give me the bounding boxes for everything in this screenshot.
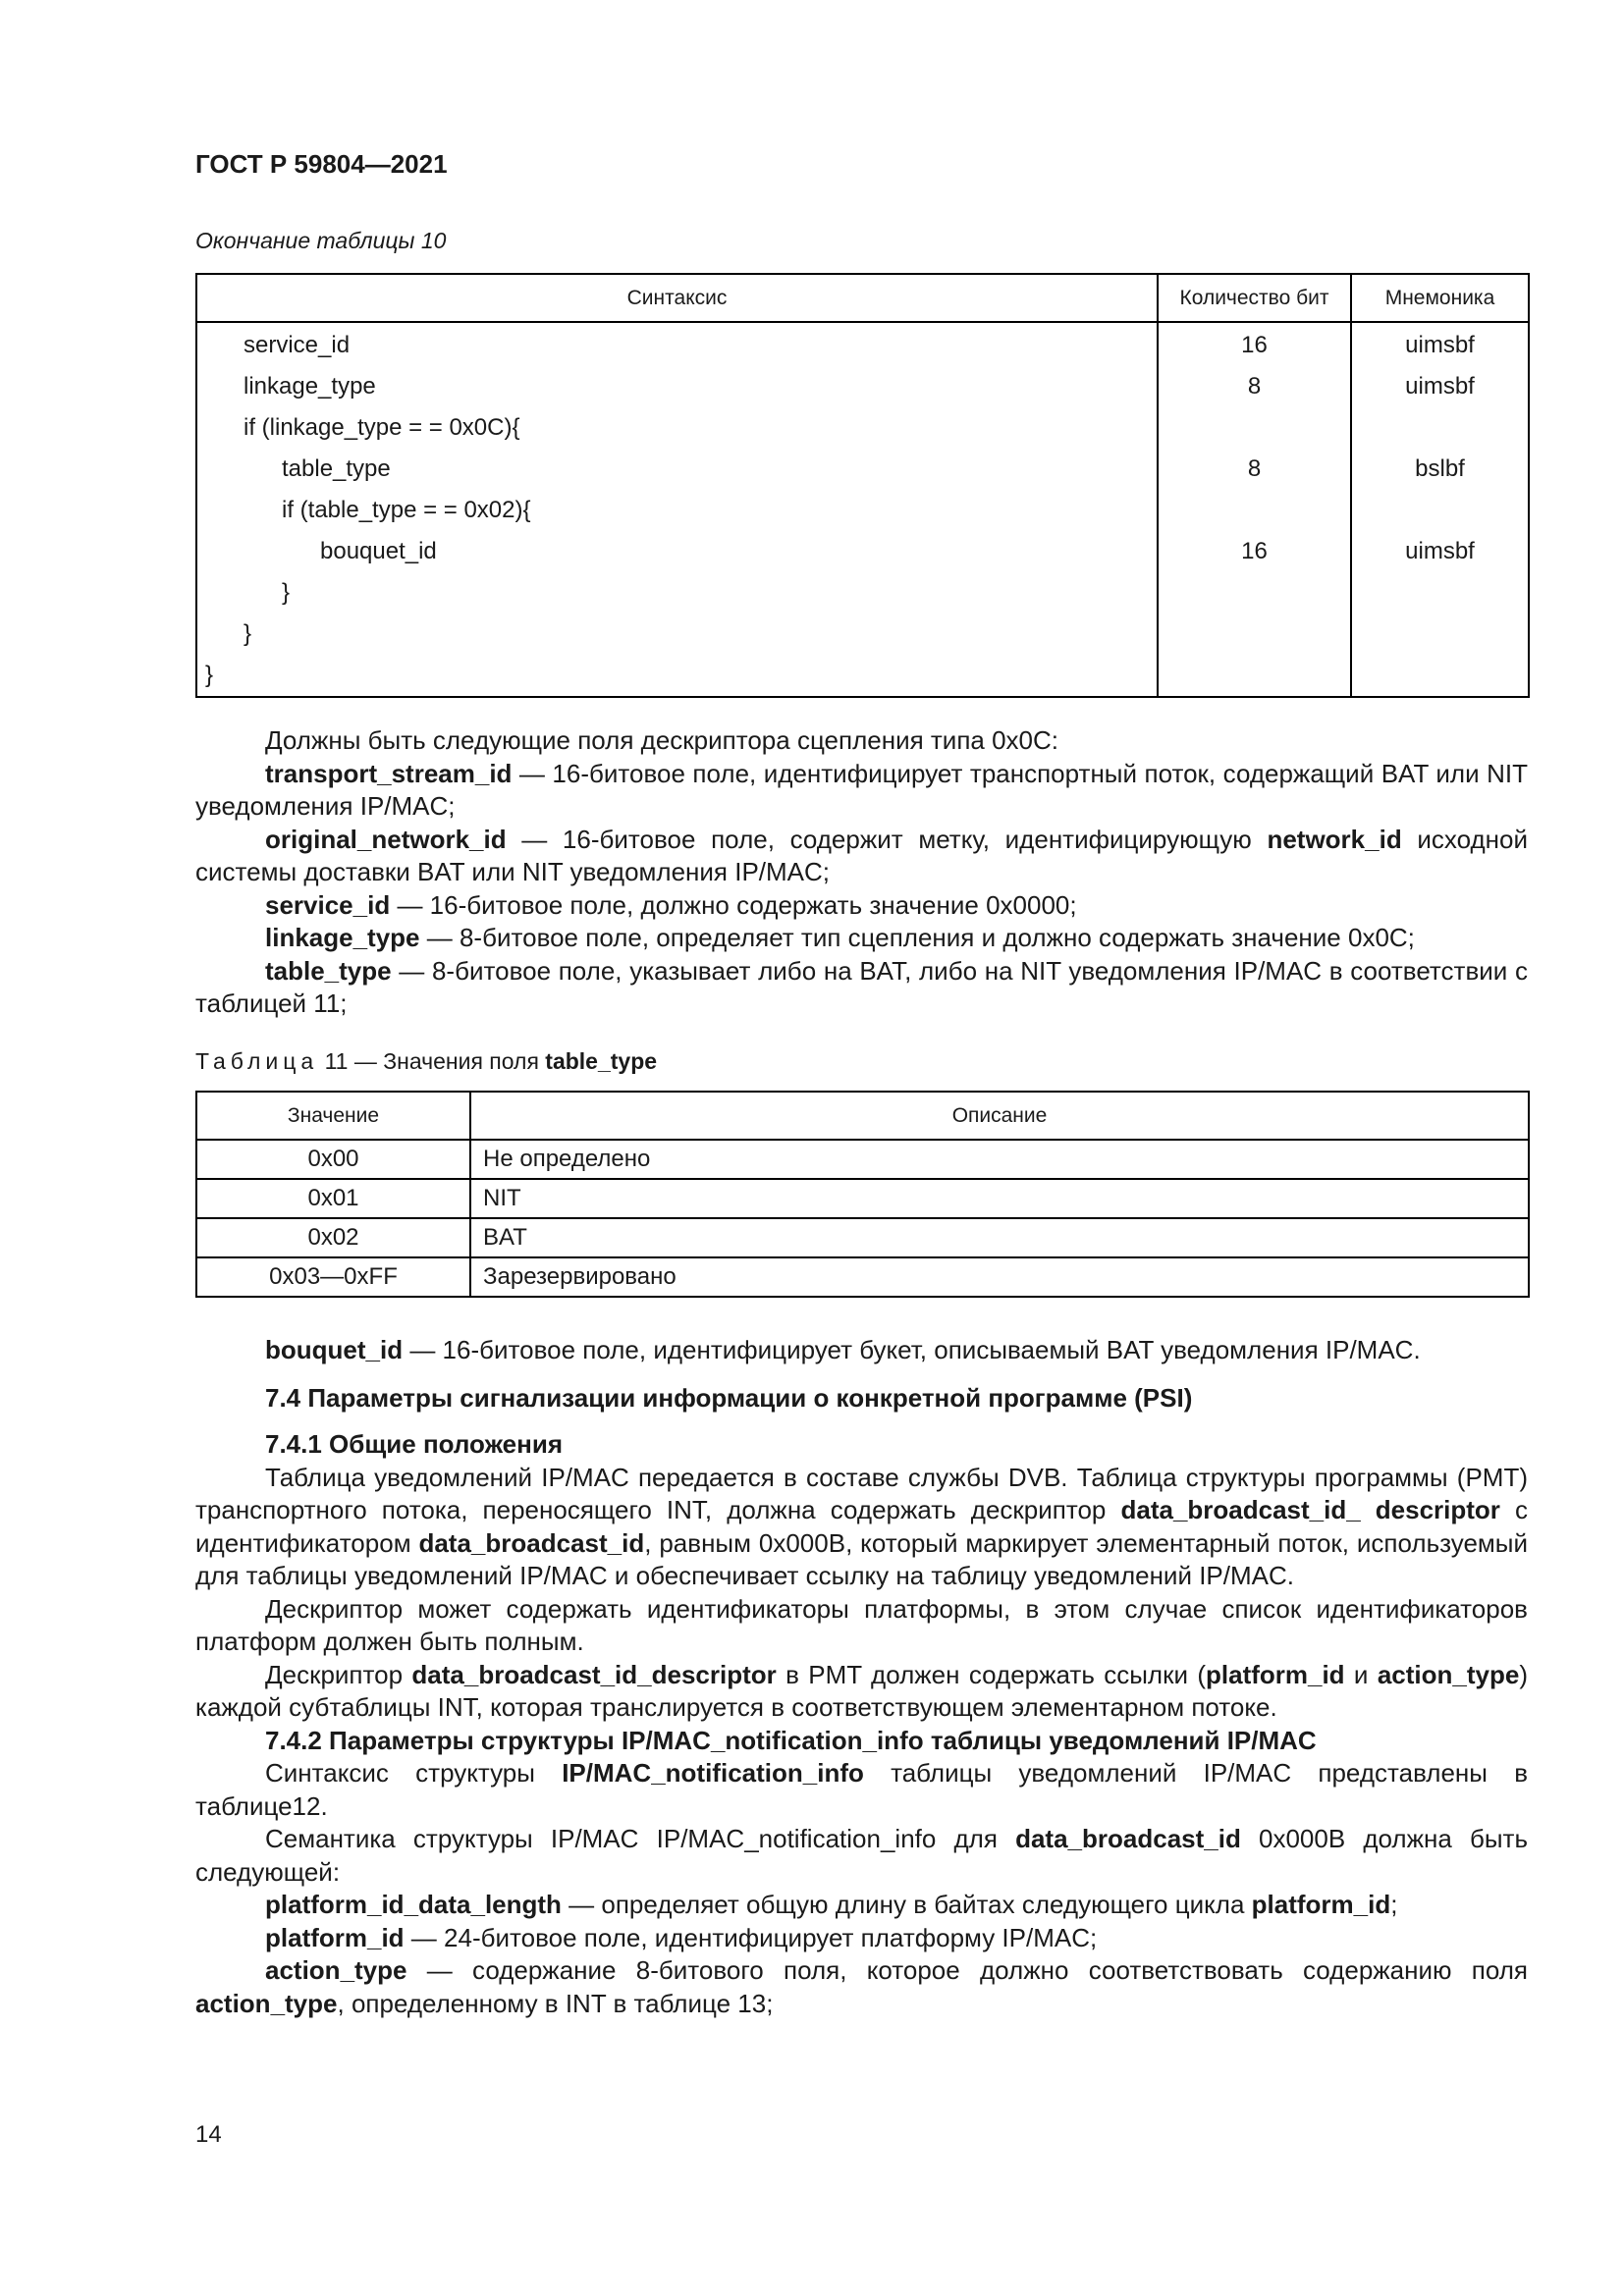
mnemonic-cell xyxy=(1351,407,1529,449)
bits-cell: 8 xyxy=(1158,366,1351,407)
section-7-4-2-para2: Семантика структуры IP/MAC IP/MAC_notification_info для data_broadcast_id 0x000B должна быть следующей: xyxy=(195,1824,1528,1887)
description-cell: Не определено xyxy=(470,1140,1529,1179)
value-cell: 0x02 xyxy=(196,1218,470,1257)
description-cell: BAT xyxy=(470,1218,1529,1257)
page-number: 14 xyxy=(195,2121,222,2148)
mnemonic-cell: uimsbf xyxy=(1351,366,1529,407)
section-7-4-1-title: 7.4.1 Общие положения xyxy=(265,1429,563,1459)
bits-cell xyxy=(1158,655,1351,697)
syntax-cell: } xyxy=(196,572,1158,614)
table-row xyxy=(196,1179,1529,1218)
bits-cell: 8 xyxy=(1158,449,1351,490)
field-transport-stream-id: transport_stream_id — 16-битовое поле, идентифицирует транспортный поток, содержащий BAT или NIT уведомления IP/MAC; xyxy=(195,758,1528,821)
syntax-row xyxy=(196,614,1529,655)
syntax-row xyxy=(196,655,1529,697)
field-platform-id: platform_id — 24-битовое поле, идентифицирует платформу IP/MAC; xyxy=(265,1922,1098,1952)
table-row xyxy=(196,1218,1529,1257)
field-platform-id-data-length: platform_id_data_length — определяет общую длину в байтах следующего цикла platform_id; xyxy=(265,1890,1398,1919)
value-cell: 0x03—0xFF xyxy=(196,1257,470,1297)
syntax-row xyxy=(196,449,1529,490)
syntax-row xyxy=(196,572,1529,614)
field-action-type: action_type — содержание 8-битового поля, которое должно соответствовать содержанию поля action_type, определенному в INT в таблице 13; xyxy=(195,1955,1528,2018)
bits-cell: 16 xyxy=(1158,531,1351,572)
syntax-row xyxy=(196,490,1529,531)
description-cell: NIT xyxy=(470,1179,1529,1218)
mnemonic-cell xyxy=(1351,572,1529,614)
header-syntax: Синтаксис xyxy=(196,274,1158,322)
syntax-cell: linkage_type xyxy=(196,366,1158,407)
section-7-4 xyxy=(195,1334,1528,2020)
syntax-cell: if (linkage_type = = 0x0C){ xyxy=(196,407,1158,449)
value-cell: 0x00 xyxy=(196,1140,470,1179)
bits-cell xyxy=(1158,490,1351,531)
syntax-cell: if (table_type = = 0x02){ xyxy=(196,490,1158,531)
bits-cell xyxy=(1158,614,1351,655)
syntax-cell: table_type xyxy=(196,449,1158,490)
section-7-4-title: 7.4 Параметры сигнализации информации о конкретной программе (PSI) xyxy=(265,1382,1193,1413)
table-row xyxy=(196,1257,1529,1297)
syntax-table xyxy=(195,273,1530,698)
mnemonic-cell xyxy=(1351,655,1529,697)
field-bouquet-id: bouquet_id — 16-битовое поле, идентифицирует букет, описываемый BAT уведомления IP/MAC. xyxy=(265,1335,1421,1364)
section-7-4-1-para2: Дескриптор может содержать идентификаторы платформы, в этом случае список идентификаторов платформ должен быть полным. xyxy=(195,1593,1528,1656)
bits-cell xyxy=(1158,572,1351,614)
table10-caption: Окончание таблицы 10 xyxy=(195,228,447,253)
bits-cell: 16 xyxy=(1158,322,1351,366)
header-value: Значение xyxy=(196,1092,470,1140)
header-description: Описание xyxy=(470,1092,1529,1140)
mnemonic-cell: uimsbf xyxy=(1351,322,1529,366)
syntax-cell: service_id xyxy=(196,322,1158,366)
table-row xyxy=(196,1140,1529,1179)
section-7-4-2-title: 7.4.2 Параметры структуры IP/MAC_notification_info таблицы уведомлений IP/MAC xyxy=(265,1725,1317,1755)
syntax-row xyxy=(196,407,1529,449)
header-bits: Количество бит xyxy=(1158,274,1351,322)
mnemonic-cell xyxy=(1351,614,1529,655)
value-cell: 0x01 xyxy=(196,1179,470,1218)
linkage-intro: Должны быть следующие поля дескриптора сцепления типа 0x0C: xyxy=(265,725,1059,755)
table11-caption: Таблица 11 — Значения поля table_type xyxy=(195,1048,658,1074)
mnemonic-cell: bslbf xyxy=(1351,449,1529,490)
syntax-row xyxy=(196,322,1529,366)
field-service-id: service_id — 16-битовое поле, должно содержать значение 0x0000; xyxy=(265,889,1077,920)
header-mnemonic: Мнемоника xyxy=(1351,274,1529,322)
document-header: ГОСТ Р 59804—2021 xyxy=(195,149,448,179)
syntax-cell: } xyxy=(196,614,1158,655)
section-7-4-2-para1: Синтаксис структуры IP/MAC_notification_info таблицы уведомлений IP/MAC представлены в таблице12. xyxy=(195,1758,1529,1821)
linkage-fields-section xyxy=(195,724,1528,1021)
syntax-row xyxy=(196,531,1529,572)
mnemonic-cell: uimsbf xyxy=(1351,531,1529,572)
bits-cell xyxy=(1158,407,1351,449)
syntax-cell: bouquet_id xyxy=(196,531,1158,572)
section-7-4-1-para3: Дескриптор data_broadcast_id_descriptor в PMT должен содержать ссылки (platform_id и action_type) каждой субтаблицы INT, которая транслируется в соответствующем элементарном потоке. xyxy=(195,1659,1528,1722)
syntax-cell: } xyxy=(196,655,1158,697)
table-type-values-table xyxy=(195,1091,1530,1298)
field-linkage-type: linkage_type — 8-битовое поле, определяет тип сцепления и должно содержать значение 0x0C; xyxy=(265,923,1415,952)
section-7-4-1-para1: Таблица уведомлений IP/MAC передается в составе службы DVB. Таблица структуры программы (PMT) транспортного потока, переносящего INT, должна содержать дескриптор data_broadcast_id_ descriptor с идентификатором data_broadcast_id, равным 0x000B, который маркирует элементарный поток, используемый для таблицы уведомлений IP/MAC и обеспечивает ссылку на таблицу уведомлений IP/MAC. xyxy=(195,1462,1528,1590)
syntax-row xyxy=(196,366,1529,407)
mnemonic-cell xyxy=(1351,490,1529,531)
field-table-type: table_type — 8-битовое поле, указывает либо на BAT, либо на NIT уведомления IP/MAC в соответствии с таблицей 11; xyxy=(195,955,1528,1018)
description-cell: Зарезервировано xyxy=(470,1257,1529,1297)
field-original-network-id: original_network_id — 16-битовое поле, содержит метку, идентифицирующую network_id исходной системы доставки BAT или NIT уведомления IP/MAC; xyxy=(195,824,1528,886)
